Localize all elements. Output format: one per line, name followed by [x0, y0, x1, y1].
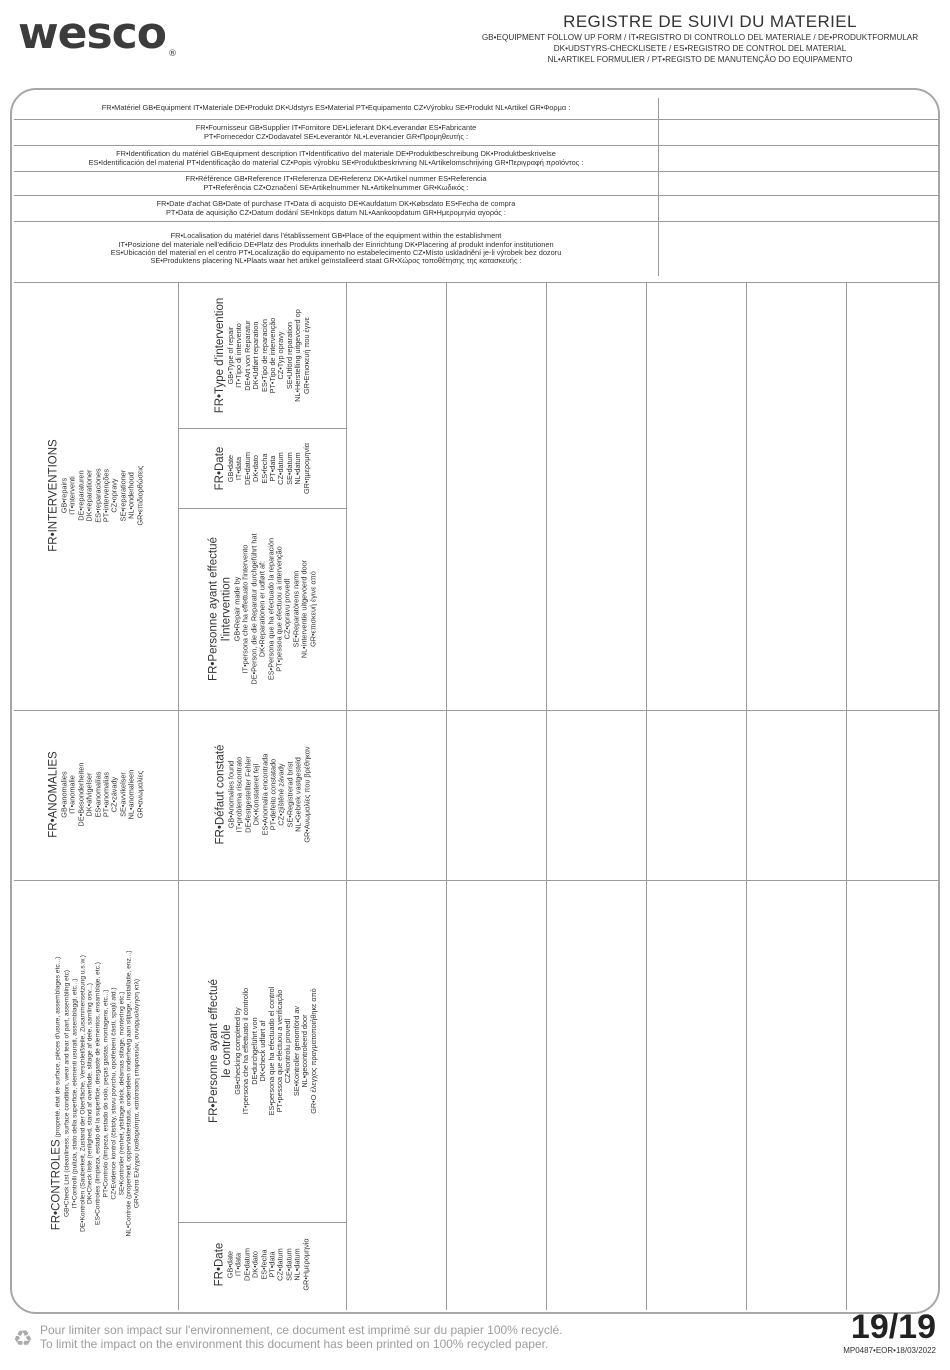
- interventions-header: FR•INTERVENTIONS GB•repairs IT•interventi DE•reparaturen DK•reparationer ES•reparaciones PT•intervenções CZ•opravy SE•reparationer NL•onderhoud GR•επιδιορθώσεις: [47, 439, 145, 553]
- recycle-icon: ♻: [13, 1326, 33, 1351]
- info-value-field[interactable]: [658, 120, 938, 145]
- date-intervention-header: FR•Date GB•date IT•data DE•datum DK•dato ES•fecha PT•data CZ•datum SE•datum NL•datum GR•ημερομηνία: [213, 443, 311, 494]
- controles-header: FR•CONTROLES (propreté, état de surface, pièces d'usure, assemblages etc...) GB•Check List (cleanliness, surface condition, wear and tear of part, assembling etc) IT•Controlli (pulizia, stato della superficie, elementi usurati, assemblaggi, etc...) DE•Kontrollen (Sauberkeit, Zustand der Oberfläche, Verschleißteile, Zusammensetzung u.s.w.) DK•Check liste (renlighed, stand af overflade, slitage af dele, samling osv...) ES•Controles (limpieza, estado de la superficie, desgaste de elementos, ensamblaje, etc.) PT•Controlo (limpeza, estado do solo, peças gastas, montagens, etc...) CZ•Evidence kontrol (čistoty, stavu povrchu, opotřebení částí, spojů atd.) SE•Kontroller (renhet, ytslitage skick, delarnas slitage, montering etc.) NL•Controle (properheid, oppervlaktestatus, onderdelen onderhevig aan slijtage, installatie, enz...) GR•Λίστα Ελέγχου (καθαριότητα, κατάσταση επιφανειών, συναρμολόγηση κτλ): [50, 950, 141, 1237]
- info-row-materiel: [14, 98, 938, 120]
- info-row-date-achat: [14, 196, 938, 222]
- info-value-field[interactable]: [658, 222, 938, 276]
- anomalies-header: FR•ANOMALIES GB•anomalies IT•anomalie DE•Besonderheiten DK•afvigelser ES•anomalías PT•anomalias CZ•závady SE•avvikelser NL•anomalieen GR•ανωμαλίες: [47, 751, 145, 839]
- footer-note-en: To limit the impact on the environment this document has been printed on 100% recycled paper.: [40, 1337, 549, 1351]
- page-number: 19/19: [850, 1308, 936, 1346]
- form-subtitle-3: NL•ARTIKEL FORMULIER / PT•REGISTO DE MANUTENÇÃO DO EQUIPAMENTO: [547, 55, 853, 64]
- controles-entry-area[interactable]: [347, 881, 937, 1306]
- interventions-entry-area[interactable]: [347, 283, 937, 709]
- info-value-field[interactable]: [658, 172, 938, 195]
- info-label: FR•Référence GB•Reference IT•Referenza DE•Referenz DK•Artikel nummer ES•Referencia PT•Referência CZ•Označení SE•Artikelnummer NL•Artikelnummer GR•Κωδικός :: [14, 172, 659, 195]
- form-title-block: [455, 12, 935, 65]
- personne-intervention-header: FR•Personne ayant effectué l'intervention GB•Repair made by IT•persona che ha effettuato l'intervento DE•Person, die die Reparatur durchgeführt hat DK•Reparationen er udført af: ES•Persona que ha efectuado la reparación PT•pessoa que efectuou a intervenção CZ•opravu provedl SE•Reparatörens namn NL•interventie uitgevoerd door GR•επισκευή έγινε από: [207, 533, 318, 685]
- info-row-localisation: [14, 222, 938, 276]
- form-subtitle-1: GB•EQUIPMENT FOLLOW UP FORM / IT•REGISTRO DI CONTROLLO DEL MATERIALE / DE•PRODUKTFORMULAR: [481, 33, 919, 42]
- defaut-constate-header: FR•Défaut constaté GB•Anomalies found IT•problema riscontrato DE•festgestellter Fehler DK•Konstateret fejl ES•Anomalía encontrada PT•defeito constatado CZ•zjištěné závady SE•Registrerad brist NL•Gebrek vastgesteld GR•Ανωμαλίες που βρέθηκαν: [213, 745, 311, 845]
- info-label: FR•Date d'achat GB•Date of purchase IT•Data di acquisto DE•Kaufdatum DK•Købsdato ES•Fecha de compra PT•Data de aquisição CZ•Datum dodání SE•Inköps datum NL•Aankoopdatum GR•Ημερομηνία αγοράς :: [14, 196, 659, 221]
- info-row-reference: [14, 172, 938, 196]
- form-title: REGISTRE DE SUIVI DU MATERIEL: [563, 12, 857, 31]
- document-code: MP0487•EOR•18/03/2022: [843, 1346, 936, 1355]
- info-label: FR•Fournisseur GB•Supplier IT•Fornitore DE•Lieferant DK•Leverandør ES•Fabricante PT•Fornecedor CZ•Dodavatel SE•Leverantör NL•Leverancier GR•Προμηθευτής :: [14, 120, 659, 145]
- date-controle-header: FR•Date GB•date IT•data DE•datum DK•dato ES•fecha PT•data CZ•datum SE•datum NL•datum GR•Ημερομηνία: [213, 1238, 311, 1291]
- info-section: [14, 98, 938, 276]
- info-label: FR•Identification du matériel GB•Equipment description IT•Identificativo del materiale DE•Produktbeschreibung DK•Produktbeskrivelse ES•Identificación del material PT•Identificação do material CZ•Popis výrobku SE•Produktbeskrivning NL•Artikelomschrijving GR•Περιγραφή προϊόντος :: [14, 146, 659, 171]
- info-row-fournisseur: [14, 120, 938, 146]
- info-value-field[interactable]: [658, 196, 938, 221]
- type-intervention-header: FR•Type d'intervention GB•Type of repair IT•Tipo di intervento DE•Art von Reparatur DK•Udført reparation ES•Tipo de reparación PT•Tipo de intervenção CZ•Typ opravy SE•Utförd reparation NL•Herstelling uitgevoerd op GR•Επισκευή που έγινε: [213, 297, 311, 414]
- info-label: FR•Matériel GB•Equipment IT•Materiale DE•Produkt DK•Udstyrs ES•Material PT•Equipamento CZ•Výrobku SE•Produkt NL•Artikel GR•Φορμα :: [14, 98, 659, 119]
- anomalies-entry-area[interactable]: [347, 711, 937, 879]
- info-label: FR•Localisation du matériel dans l'établissement GB•Place of the equipment within the establishment IT•Posizione del materiale nell'edificio DE•Platz des Produkts innerhalb der Einrichtung DK•Placering af produkt indenfor institutionen ES•Ubicación del material en el centro PT•Localização do equipamento no estabelecimento CZ•Místo uskladnění je-li výrobek bez dozoru SE•Produktens placering NL•Plaats waar het artikel geïnstalleerd staat GR•Χώρος τοποθέτησης της κατασκευής :: [14, 222, 659, 276]
- personne-controle-header: FR•Personne ayant effectué le contrôle GB•checking completed by IT•persona che ha effettuato il controllo DE•durchgeführt von DK•check udført af ES•persona que ha efectuado el control PT•pessoa que efectuou a verificação CZ•kontrolu provedl SE•Kontroller genomförd av NL•gecontroleerd door GR•Ο έλεγχος πραγματοποιήθηκε από: [207, 979, 318, 1124]
- info-value-field[interactable]: [658, 146, 938, 171]
- info-row-identification: [14, 146, 938, 172]
- footer-note-fr: Pour limiter son impact sur l'environnement, ce document est imprimé sur du papier 100% recyclé.: [40, 1323, 563, 1337]
- wesco-logo: wesco ®: [18, 8, 176, 59]
- form-subtitle-2: DK•UDSTYRS-CHECKLISETE / ES•REGISTRO DE CONTROL DEL MATERIAL: [553, 44, 847, 53]
- info-value-field[interactable]: [658, 98, 938, 119]
- footer-note: [40, 1323, 563, 1351]
